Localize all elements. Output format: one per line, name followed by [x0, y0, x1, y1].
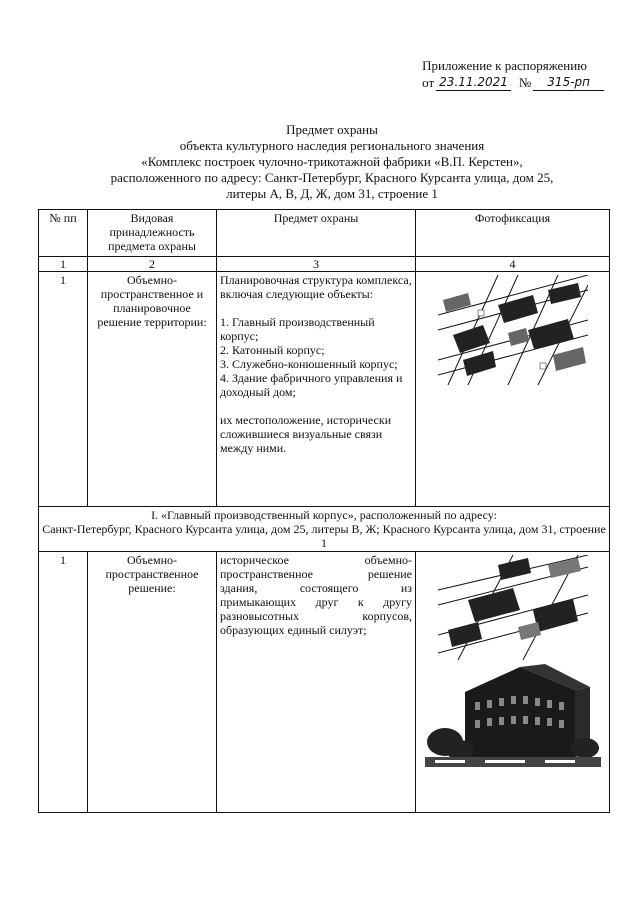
row1-description: [217, 272, 416, 507]
row2-type: Объемно-пространственное решение:: [88, 552, 217, 813]
title-line-1: Предмет охраны: [286, 122, 378, 137]
row1-type: Объемно-пространственное и планировочное решение территории:: [88, 272, 217, 507]
site-plan-map-image: [438, 275, 588, 385]
row1-item-3: 3. Служебно-конюшенный корпус;: [220, 357, 398, 371]
row2-line-2: пространственное решение: [220, 567, 412, 581]
building-photo-image: [425, 662, 601, 767]
row2-line-5: разновысотных корпусов,: [220, 609, 412, 623]
col-number-4: 4: [416, 257, 610, 272]
title-line-2: объекта культурного наследия регионального значения: [179, 138, 485, 153]
header-type: Видовая принадлежность предмета охраны: [88, 210, 217, 257]
appendix-block: [422, 58, 604, 91]
section-heading: [39, 507, 610, 552]
appendix-number: 315-рп: [533, 74, 604, 91]
row2-line-4: примыкающих друг к другу: [220, 595, 412, 609]
row1-item-4: 4. Здание фабричного управления и доходный дом;: [220, 371, 403, 399]
header-photo: Фотофиксация: [416, 210, 610, 257]
row1-photo-cell: [416, 272, 610, 507]
row2-photo-cell: [416, 552, 610, 813]
column-number-row: [39, 257, 610, 272]
title-line-3: «Комплекс построек чулочно-трикотажной фабрики «В.П. Керстен»,: [141, 154, 523, 169]
appendix-title: Приложение к распоряжению: [422, 58, 587, 73]
title-line-4: расположенного по адресу: Санкт-Петербург, Красного Курсанта улица, дом 25,: [110, 170, 554, 185]
row2-num: 1: [39, 552, 88, 813]
table-row: [39, 272, 610, 507]
building-map-image: [438, 555, 588, 660]
row2-line-6: образующих единый силуэт;: [220, 623, 367, 637]
row2-line-3: здания, состоящего из: [220, 581, 412, 595]
document-title: [60, 122, 604, 202]
row2-description: [217, 552, 416, 813]
col-number-2: 2: [88, 257, 217, 272]
table-header-row: [39, 210, 610, 257]
section-line-1: I. «Главный производственный корпус», расположенный по адресу:: [151, 508, 497, 522]
row1-num: 1: [39, 272, 88, 507]
title-line-5: литеры А, В, Д, Ж, дом 31, строение 1: [226, 186, 438, 201]
appendix-date-line: [422, 74, 604, 91]
header-num: № пп: [39, 210, 88, 257]
section-line-2: Санкт-Петербург, Красного Курсанта улица, дом 25, литеры В, Ж; Красного Курсанта улица, дом 31, строение 1: [42, 522, 606, 550]
col-number-3: 3: [217, 257, 416, 272]
row1-outro: их местоположение, исторически сложившиеся визуальные связи между ними.: [220, 413, 392, 455]
appendix-number-sign: №: [518, 75, 532, 90]
protection-table: [38, 209, 610, 813]
row1-intro: Планировочная структура комплекса, включая следующие объекты:: [220, 273, 412, 301]
appendix-date: 23.11.2021: [436, 74, 511, 91]
header-subject: Предмет охраны: [217, 210, 416, 257]
table-row: [39, 552, 610, 813]
appendix-ot-label: от: [422, 75, 435, 90]
row1-item-2: 2. Катонный корпус;: [220, 343, 325, 357]
col-number-1: 1: [39, 257, 88, 272]
section-header-row: [39, 507, 610, 552]
row2-line-1: историческое объемно-: [220, 553, 412, 567]
row1-item-1: 1. Главный производственный корпус;: [220, 315, 375, 343]
